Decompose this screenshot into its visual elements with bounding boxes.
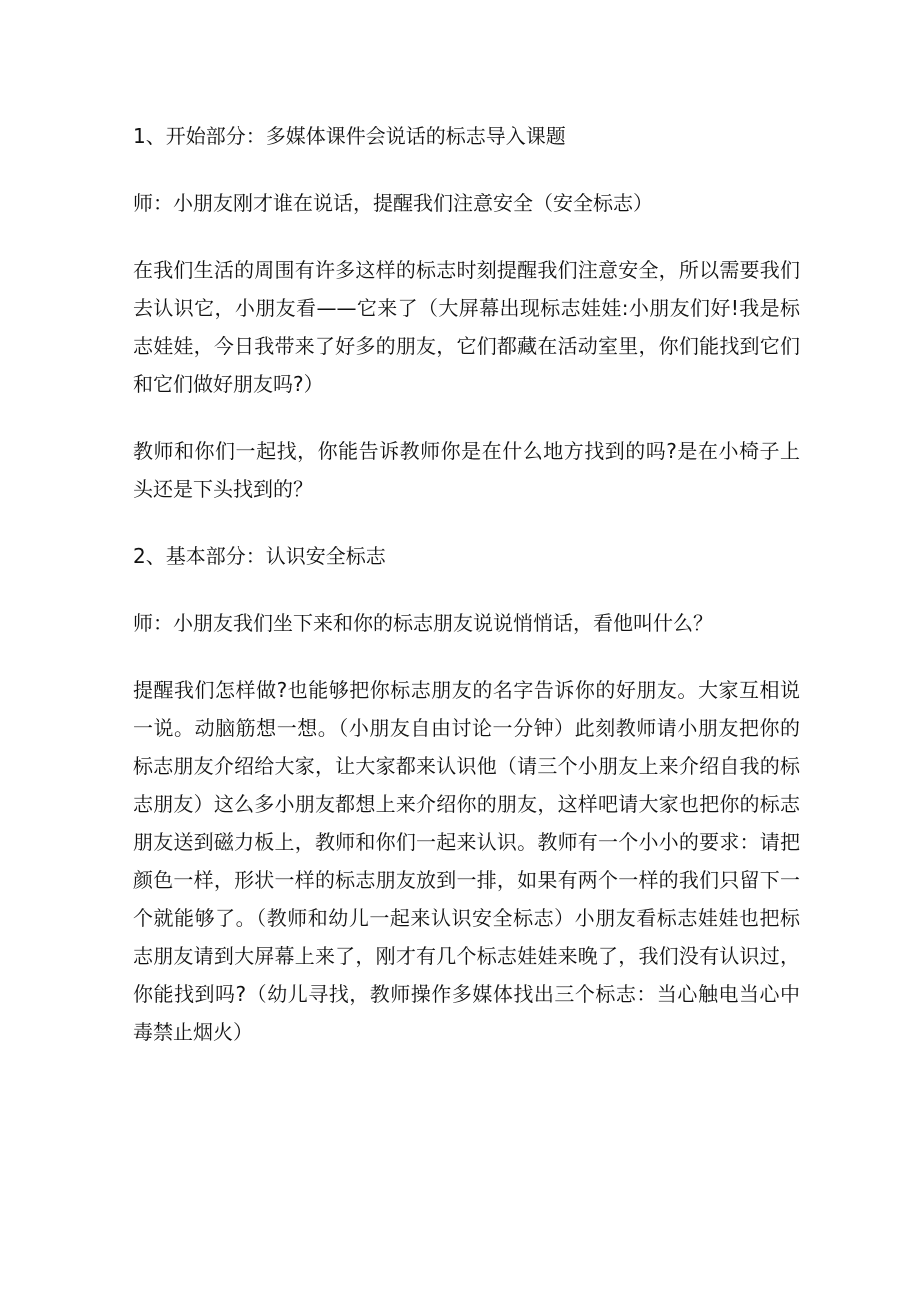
section-heading-opening: 1、开始部分：多媒体课件会说话的标志导入课题 — [133, 124, 566, 148]
paragraph-find-together: 教师和你们一起找，你能告诉教师你是在什么地方找到的吗?是在小椅子上头还是下头找到的？ — [133, 439, 800, 501]
section-heading-basic: 2、基本部分：认识安全标志 — [133, 544, 386, 568]
teacher-line-safety: 师：小朋友刚才谁在说话，提醒我们注意安全（安全标志） — [133, 191, 653, 215]
teacher-line-whisper: 师：小朋友我们坐下来和你的标志朋友说说悄悄话，看他叫什么？ — [133, 611, 713, 635]
document-page — [133, 117, 800, 1051]
paragraph-discussion: 提醒我们怎样做?也能够把你标志朋友的名字告诉你的好朋友。大家互相说一说。动脑筋想一想。（小朋友自由讨论一分钟）此刻教师请小朋友把你的标志朋友介绍给大家，让大家都来认识他（请三个小朋友上来介绍自我的标志朋友）这么多小朋友都想上来介绍你的朋友，这样吧请大家也把你的标志朋友送到磁力板上，教师和你们一起来认识。教师有一个小小的要求：请把颜色一样，形状一样的标志朋友放到一排，如果有两个一样的我们只留下一个就能够了。（教师和幼儿一起来认识安全标志）小朋友看标志娃娃也把标志朋友请到大屏幕上来了，刚才有几个标志娃娃来晚了，我们没有认识过，你能找到吗?（幼儿寻找，教师操作多媒体找出三个标志：当心触电当心中毒禁止烟火） — [133, 678, 800, 1044]
paragraph-intro-sign-doll: 在我们生活的周围有许多这样的标志时刻提醒我们注意安全，所以需要我们去认识它，小朋友看——它来了（大屏幕出现标志娃娃:小朋友们好!我是标志娃娃，今日我带来了好多的朋友，它们都藏在活动室里，你们能找到它们和它们做好朋友吗?） — [133, 258, 800, 396]
